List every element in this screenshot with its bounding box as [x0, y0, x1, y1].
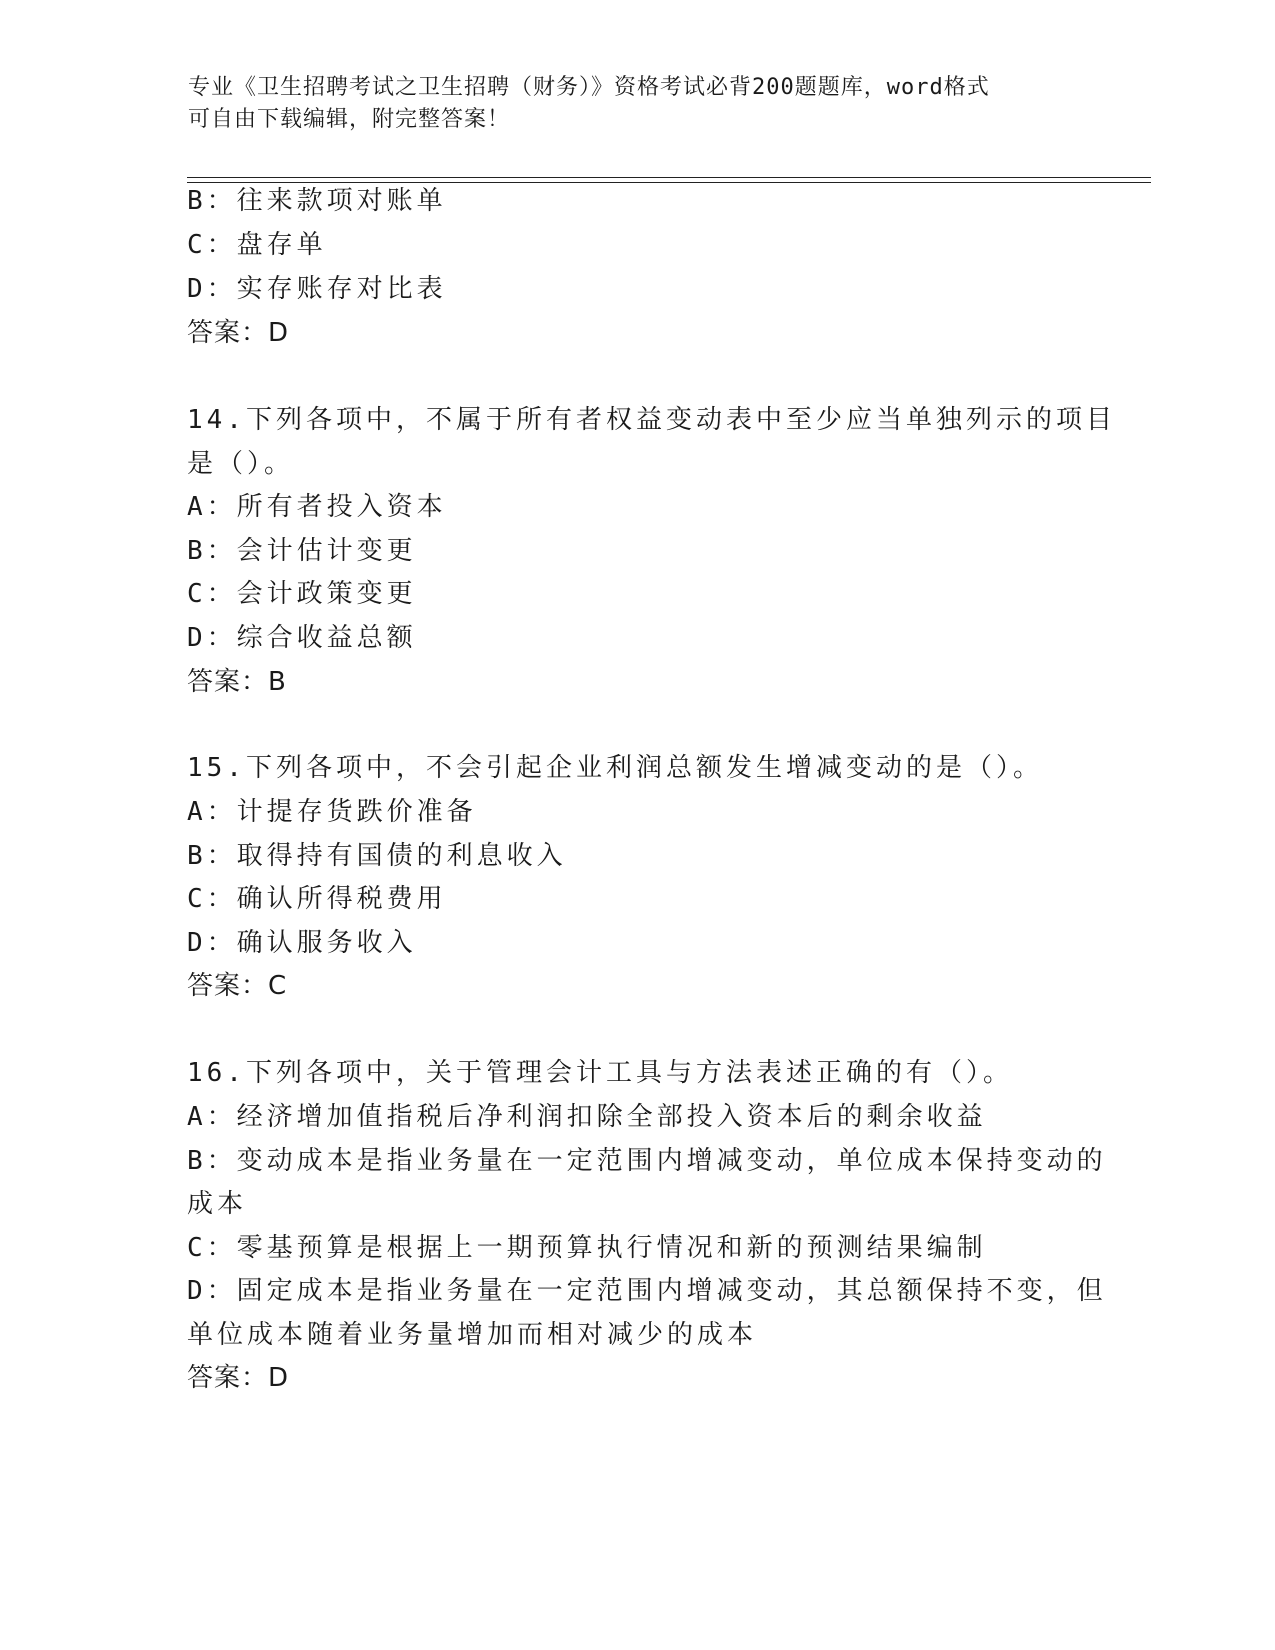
- q13-answer: 答案：D: [187, 318, 290, 348]
- q14-stem-line-1: 14.下列各项中，不属于所有者权益变动表中至少应当单独列示的项目: [187, 405, 1116, 435]
- q14-option-d: D：综合收益总额: [187, 623, 417, 653]
- q16-answer: 答案：D: [187, 1363, 290, 1393]
- q15-answer: 答案：C: [187, 971, 288, 1001]
- q14-option-a: A：所有者投入资本: [187, 492, 447, 522]
- q16-option-b-line-2: 成本: [187, 1189, 248, 1219]
- q16-option-c: C：零基预算是根据上一期预算执行情况和新的预测结果编制: [187, 1233, 987, 1263]
- q16-stem: 16.下列各项中，关于管理会计工具与方法表述正确的有（）。: [187, 1058, 1013, 1088]
- header-divider-bottom: [187, 182, 1151, 183]
- q13-option-d: D：实存账存对比表: [187, 274, 447, 304]
- q14-option-c: C：会计政策变更: [187, 579, 417, 609]
- q15-stem: 15.下列各项中，不会引起企业利润总额发生增减变动的是（）。: [187, 753, 1043, 783]
- q16-option-d-line-2: 单位成本随着业务量增加而相对减少的成本: [187, 1320, 758, 1350]
- q13-option-c: C：盘存单: [187, 230, 327, 260]
- q15-option-a: A：计提存货跌价准备: [187, 797, 477, 827]
- q14-option-b: B：会计估计变更: [187, 536, 417, 566]
- q16-option-a: A：经济增加值指税后净利润扣除全部投入资本后的剩余收益: [187, 1102, 987, 1132]
- q16-option-d-line-1: D：固定成本是指业务量在一定范围内增减变动，其总额保持不变，但: [187, 1276, 1107, 1306]
- q14-answer: 答案：B: [187, 667, 287, 697]
- q14-stem-line-2: 是（）。: [187, 449, 295, 479]
- q15-option-d: D：确认服务收入: [187, 928, 417, 958]
- q16-option-b-line-1: B：变动成本是指业务量在一定范围内增减变动，单位成本保持变动的: [187, 1146, 1107, 1176]
- header-line-1: 专业《卫生招聘考试之卫生招聘（财务）》资格考试必背200题题库，word格式: [188, 75, 990, 100]
- header-line-2: 可自由下载编辑，附完整答案！: [188, 107, 511, 132]
- q15-option-c: C：确认所得税费用: [187, 884, 447, 914]
- header-divider-top: [187, 177, 1151, 178]
- document-header: [188, 72, 1088, 136]
- q15-option-b: B：取得持有国债的利息收入: [187, 841, 567, 871]
- q13-option-b: B：往来款项对账单: [187, 186, 447, 216]
